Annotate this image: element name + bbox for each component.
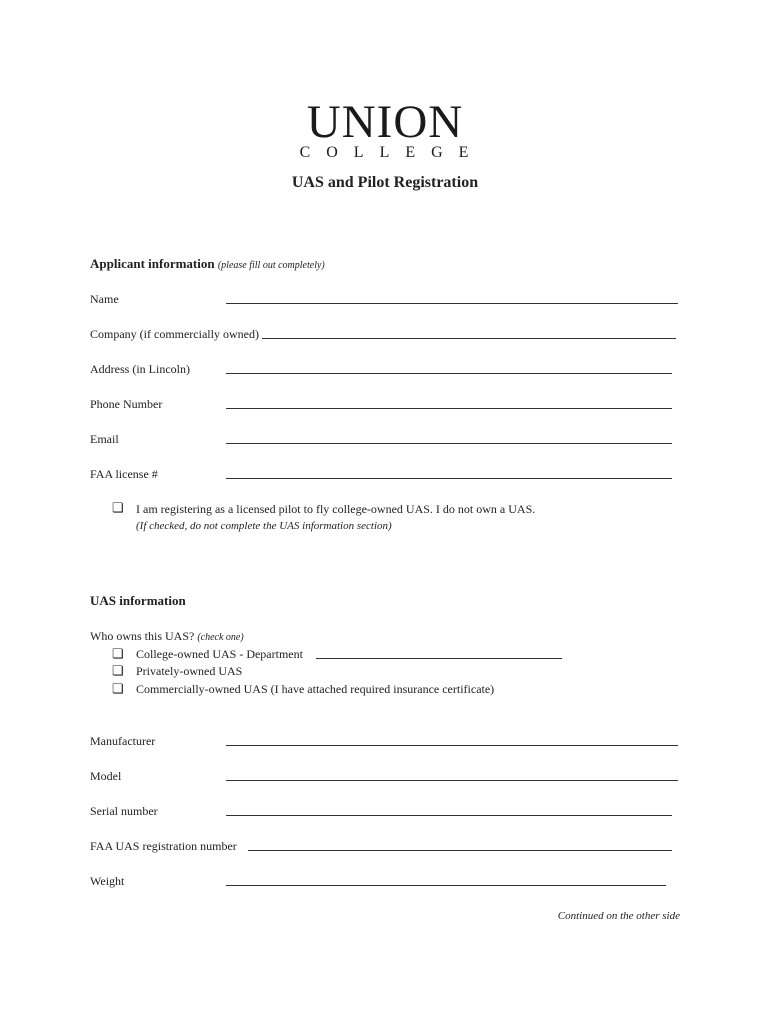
department-field[interactable] bbox=[316, 658, 562, 659]
model-label: Model bbox=[90, 769, 122, 783]
licensed-pilot-checkbox[interactable]: ❏ bbox=[112, 500, 124, 515]
phone-label: Phone Number bbox=[90, 397, 163, 411]
company-field[interactable] bbox=[262, 338, 676, 339]
licensed-pilot-option-text: I am registering as a licensed pilot to fly college-owned UAS. I do not own a UAS. bbox=[136, 502, 536, 516]
email-field[interactable] bbox=[226, 443, 672, 444]
address-label: Address (in Lincoln) bbox=[90, 362, 190, 376]
owner-question bbox=[90, 629, 244, 644]
applicant-section-heading bbox=[90, 256, 325, 272]
address-field[interactable] bbox=[226, 373, 672, 374]
manufacturer-field[interactable] bbox=[226, 745, 678, 746]
uas-section-heading: UAS information bbox=[90, 593, 186, 608]
logo-union-text: UNION bbox=[306, 96, 464, 148]
faa-license-field[interactable] bbox=[226, 478, 672, 479]
faa-registration-label: FAA UAS registration number bbox=[90, 839, 237, 853]
college-owned-option-text: College-owned UAS - Department bbox=[136, 647, 303, 661]
page-title: UAS and Pilot Registration bbox=[291, 174, 479, 191]
owner-question-text: Who owns this UAS? bbox=[90, 629, 195, 643]
phone-field[interactable] bbox=[226, 408, 672, 409]
faa-registration-field[interactable] bbox=[248, 850, 672, 851]
company-label: Company (if commercially owned) bbox=[90, 327, 259, 341]
email-label: Email bbox=[90, 432, 119, 446]
college-owned-checkbox[interactable]: ❏ bbox=[112, 646, 124, 661]
licensed-pilot-note: (If checked, do not complete the UAS information section) bbox=[136, 520, 392, 532]
privately-owned-checkbox[interactable]: ❏ bbox=[112, 663, 124, 678]
commercially-owned-checkbox[interactable]: ❏ bbox=[112, 681, 124, 696]
faa-license-label: FAA license # bbox=[90, 467, 158, 481]
serial-label: Serial number bbox=[90, 804, 158, 818]
owner-question-note: (check one) bbox=[197, 632, 244, 643]
name-label: Name bbox=[90, 292, 119, 306]
union-college-logo bbox=[0, 96, 770, 162]
logo-college-text: COLLEGE bbox=[299, 144, 485, 161]
serial-field[interactable] bbox=[226, 815, 672, 816]
weight-label: Weight bbox=[90, 874, 125, 888]
model-field[interactable] bbox=[226, 780, 678, 781]
name-field[interactable] bbox=[226, 303, 678, 304]
weight-field[interactable] bbox=[226, 885, 666, 886]
privately-owned-option-text: Privately-owned UAS bbox=[136, 664, 243, 678]
applicant-heading-text: Applicant information bbox=[90, 256, 215, 271]
continued-note: Continued on the other side bbox=[557, 910, 680, 922]
commercially-owned-option-text: Commercially-owned UAS (I have attached required insurance certificate) bbox=[136, 682, 495, 696]
manufacturer-label: Manufacturer bbox=[90, 734, 156, 748]
applicant-heading-note: (please fill out completely) bbox=[217, 260, 325, 271]
